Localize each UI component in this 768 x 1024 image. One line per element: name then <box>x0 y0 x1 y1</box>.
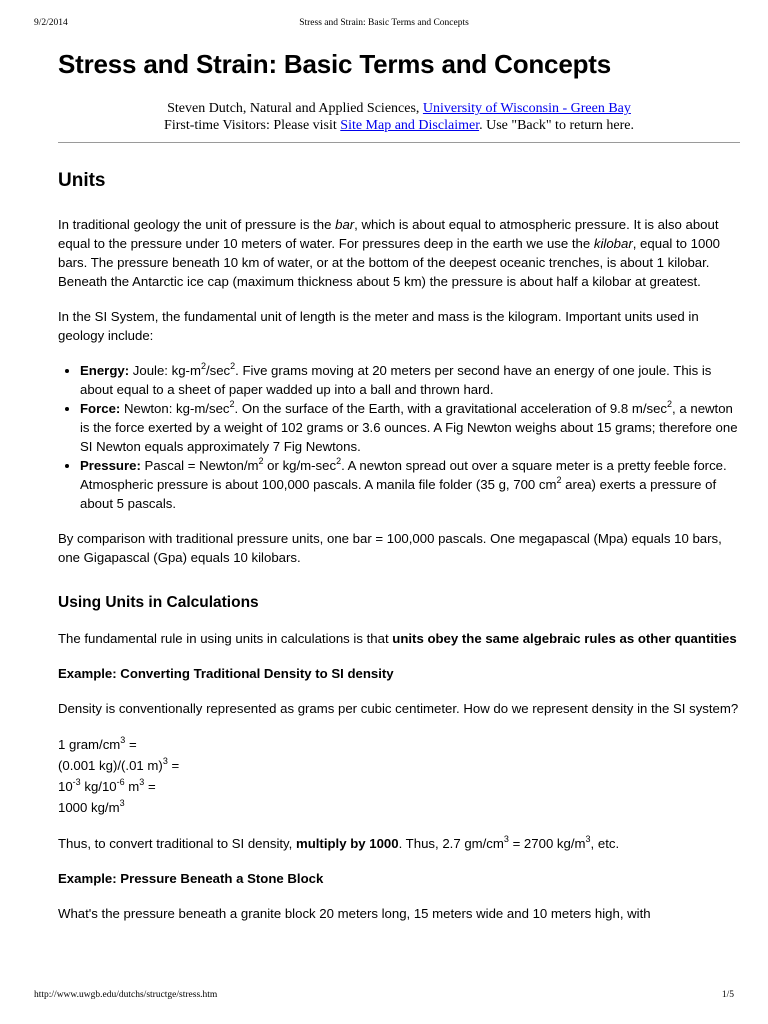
units-heading: Units <box>58 170 106 191</box>
page-number: 1/5 <box>721 990 734 1000</box>
force-label: Force: <box>80 401 121 416</box>
text: = <box>167 758 180 773</box>
text: m <box>124 779 140 794</box>
text: 10 <box>58 779 73 794</box>
text: 1000 kg/m <box>58 800 120 815</box>
text: = <box>125 737 137 752</box>
text: Pascal = Newton/m <box>140 458 259 473</box>
sitemap-link[interactable]: Site Map and Disclaimer <box>340 118 480 133</box>
example-title: Example: Converting Traditional Density to SI density <box>58 666 394 681</box>
superscript: 3 <box>503 834 509 844</box>
text: , a newton is the force exerted by a weight of 102 grams or 3.6 ounces. A Fig Newton weighs about 15 grams; therefore one SI Newton equals approximately 7 Fig Newtons. <box>80 401 738 454</box>
bar-term: bar <box>335 217 355 232</box>
superscript: 2 <box>667 399 673 409</box>
text: Joule: kg-m <box>129 363 201 378</box>
byline <box>58 100 740 134</box>
superscript: 2 <box>336 456 342 466</box>
example-title: Example: Pressure Beneath a Stone Block <box>58 871 324 886</box>
author-text: Steven Dutch, Natural and Applied Sciences, <box>167 101 423 116</box>
text: /sec <box>205 363 231 378</box>
kilobar-term: kilobar <box>593 236 633 251</box>
text: , etc. <box>590 836 620 851</box>
text: = <box>144 779 156 794</box>
superscript: 3 <box>120 735 126 745</box>
superscript: -6 <box>116 777 125 787</box>
calc-line-1 <box>58 734 740 755</box>
superscript: 2 <box>258 456 264 466</box>
list-item-pressure <box>80 456 740 513</box>
calc-line-3 <box>58 776 740 797</box>
energy-label: Energy: <box>80 363 130 378</box>
author-line <box>58 100 740 117</box>
units-paragraph-1 <box>58 215 740 291</box>
visitor-text: First-time Visitors: Please visit <box>164 118 341 133</box>
conversion-summary <box>58 834 740 853</box>
divider <box>58 142 740 143</box>
superscript: 3 <box>139 777 145 787</box>
text: . On the surface of the Earth, with a gravitational acceleration of 9.8 m/sec <box>234 401 668 416</box>
superscript: 3 <box>119 798 125 808</box>
granite-question: What's the pressure beneath a granite block 20 meters long, 15 meters wide and 10 meters high, with <box>58 906 651 921</box>
calc-line-4 <box>58 797 740 818</box>
text: , equal to 1000 bars. The pressure beneath 10 km of water, or at the bottom of the deepest oceanic trenches, is about 1 kilobar. Beneath the Antarctic ice cap (maximum thickness about 5 km) the pressure is about half a kilobar at greatest. <box>58 236 720 289</box>
units-paragraph-3: By comparison with traditional pressure units, one bar = 100,000 pascals. One megapascal (Mpa) equals 10 bars, one Gigapascal (Gpa) equals 10 kilobars. <box>58 531 722 565</box>
superscript: 2 <box>556 475 562 485</box>
superscript: 3 <box>585 834 591 844</box>
text: Thus, to convert traditional to SI density, <box>58 836 296 851</box>
print-footer <box>0 990 768 1004</box>
print-header <box>0 4 768 28</box>
text: . A newton spread out over a square meter is a pretty feeble force. Atmospheric pressure is about 100,000 pascals. A manila file folder (35 g, 700 cm <box>80 458 727 492</box>
example-heading-density <box>58 664 740 683</box>
example-heading-pressure <box>58 869 740 888</box>
text: Newton: kg-m/sec <box>120 401 230 416</box>
print-page-title: Stress and Strain: Basic Terms and Concepts <box>299 18 469 28</box>
list-item-energy <box>80 361 740 399</box>
visitor-suffix: . Use "Back" to return here. <box>479 118 634 133</box>
text: 1 gram/cm <box>58 737 121 752</box>
text: , which is about equal to atmospheric pressure. It is also about equal to the pressure under 10 meters of water. For pressures deep in the earth we use the <box>58 217 719 251</box>
text: area) exerts a pressure of about 5 pascals. <box>80 477 717 511</box>
list-item-force <box>80 399 740 456</box>
superscript: 2 <box>200 361 206 371</box>
text: = 2700 kg/m <box>508 836 586 851</box>
rule-emphasis: units obey the same algebraic rules as other quantities <box>392 631 737 646</box>
superscript: -3 <box>72 777 81 787</box>
visitor-line <box>58 117 740 134</box>
text: or kg/m-sec <box>263 458 337 473</box>
superscript: 3 <box>162 756 168 766</box>
pressure-label: Pressure: <box>80 458 141 473</box>
print-url: http://www.uwgb.edu/dutchs/structge/stress.htm <box>34 990 218 1000</box>
text: kg/10 <box>80 779 117 794</box>
text: (0.001 kg)/(.01 m) <box>58 758 163 773</box>
text: In traditional geology the unit of pressure is the <box>58 217 336 232</box>
si-units-list <box>58 361 740 513</box>
document-body <box>58 48 740 923</box>
superscript: 2 <box>230 361 236 371</box>
text: . Thus, 2.7 gm/cm <box>398 836 504 851</box>
superscript: 2 <box>229 399 235 409</box>
university-link[interactable]: University of Wisconsin - Green Bay <box>422 101 631 116</box>
units-paragraph-2: In the SI System, the fundamental unit of length is the meter and mass is the kilogram. Important units used in geology include: <box>58 309 699 343</box>
conversion-emphasis: multiply by 1000 <box>295 836 399 851</box>
calc-line-2 <box>58 755 740 776</box>
density-question: Density is conventionally represented as grams per cubic centimeter. How do we represent density in the SI system? <box>58 701 739 716</box>
fundamental-rule <box>58 629 740 648</box>
page-title: Stress and Strain: Basic Terms and Concepts <box>58 49 611 79</box>
calc-heading: Using Units in Calculations <box>58 594 259 611</box>
text: . Five grams moving at 20 meters per second have an energy of one joule. This is about equal to a sheet of paper wadded up into a ball and thrown hard. <box>80 363 712 397</box>
text: The fundamental rule in using units in calculations is that <box>58 631 393 646</box>
print-date: 9/2/2014 <box>34 18 68 28</box>
density-calculation <box>58 734 740 818</box>
